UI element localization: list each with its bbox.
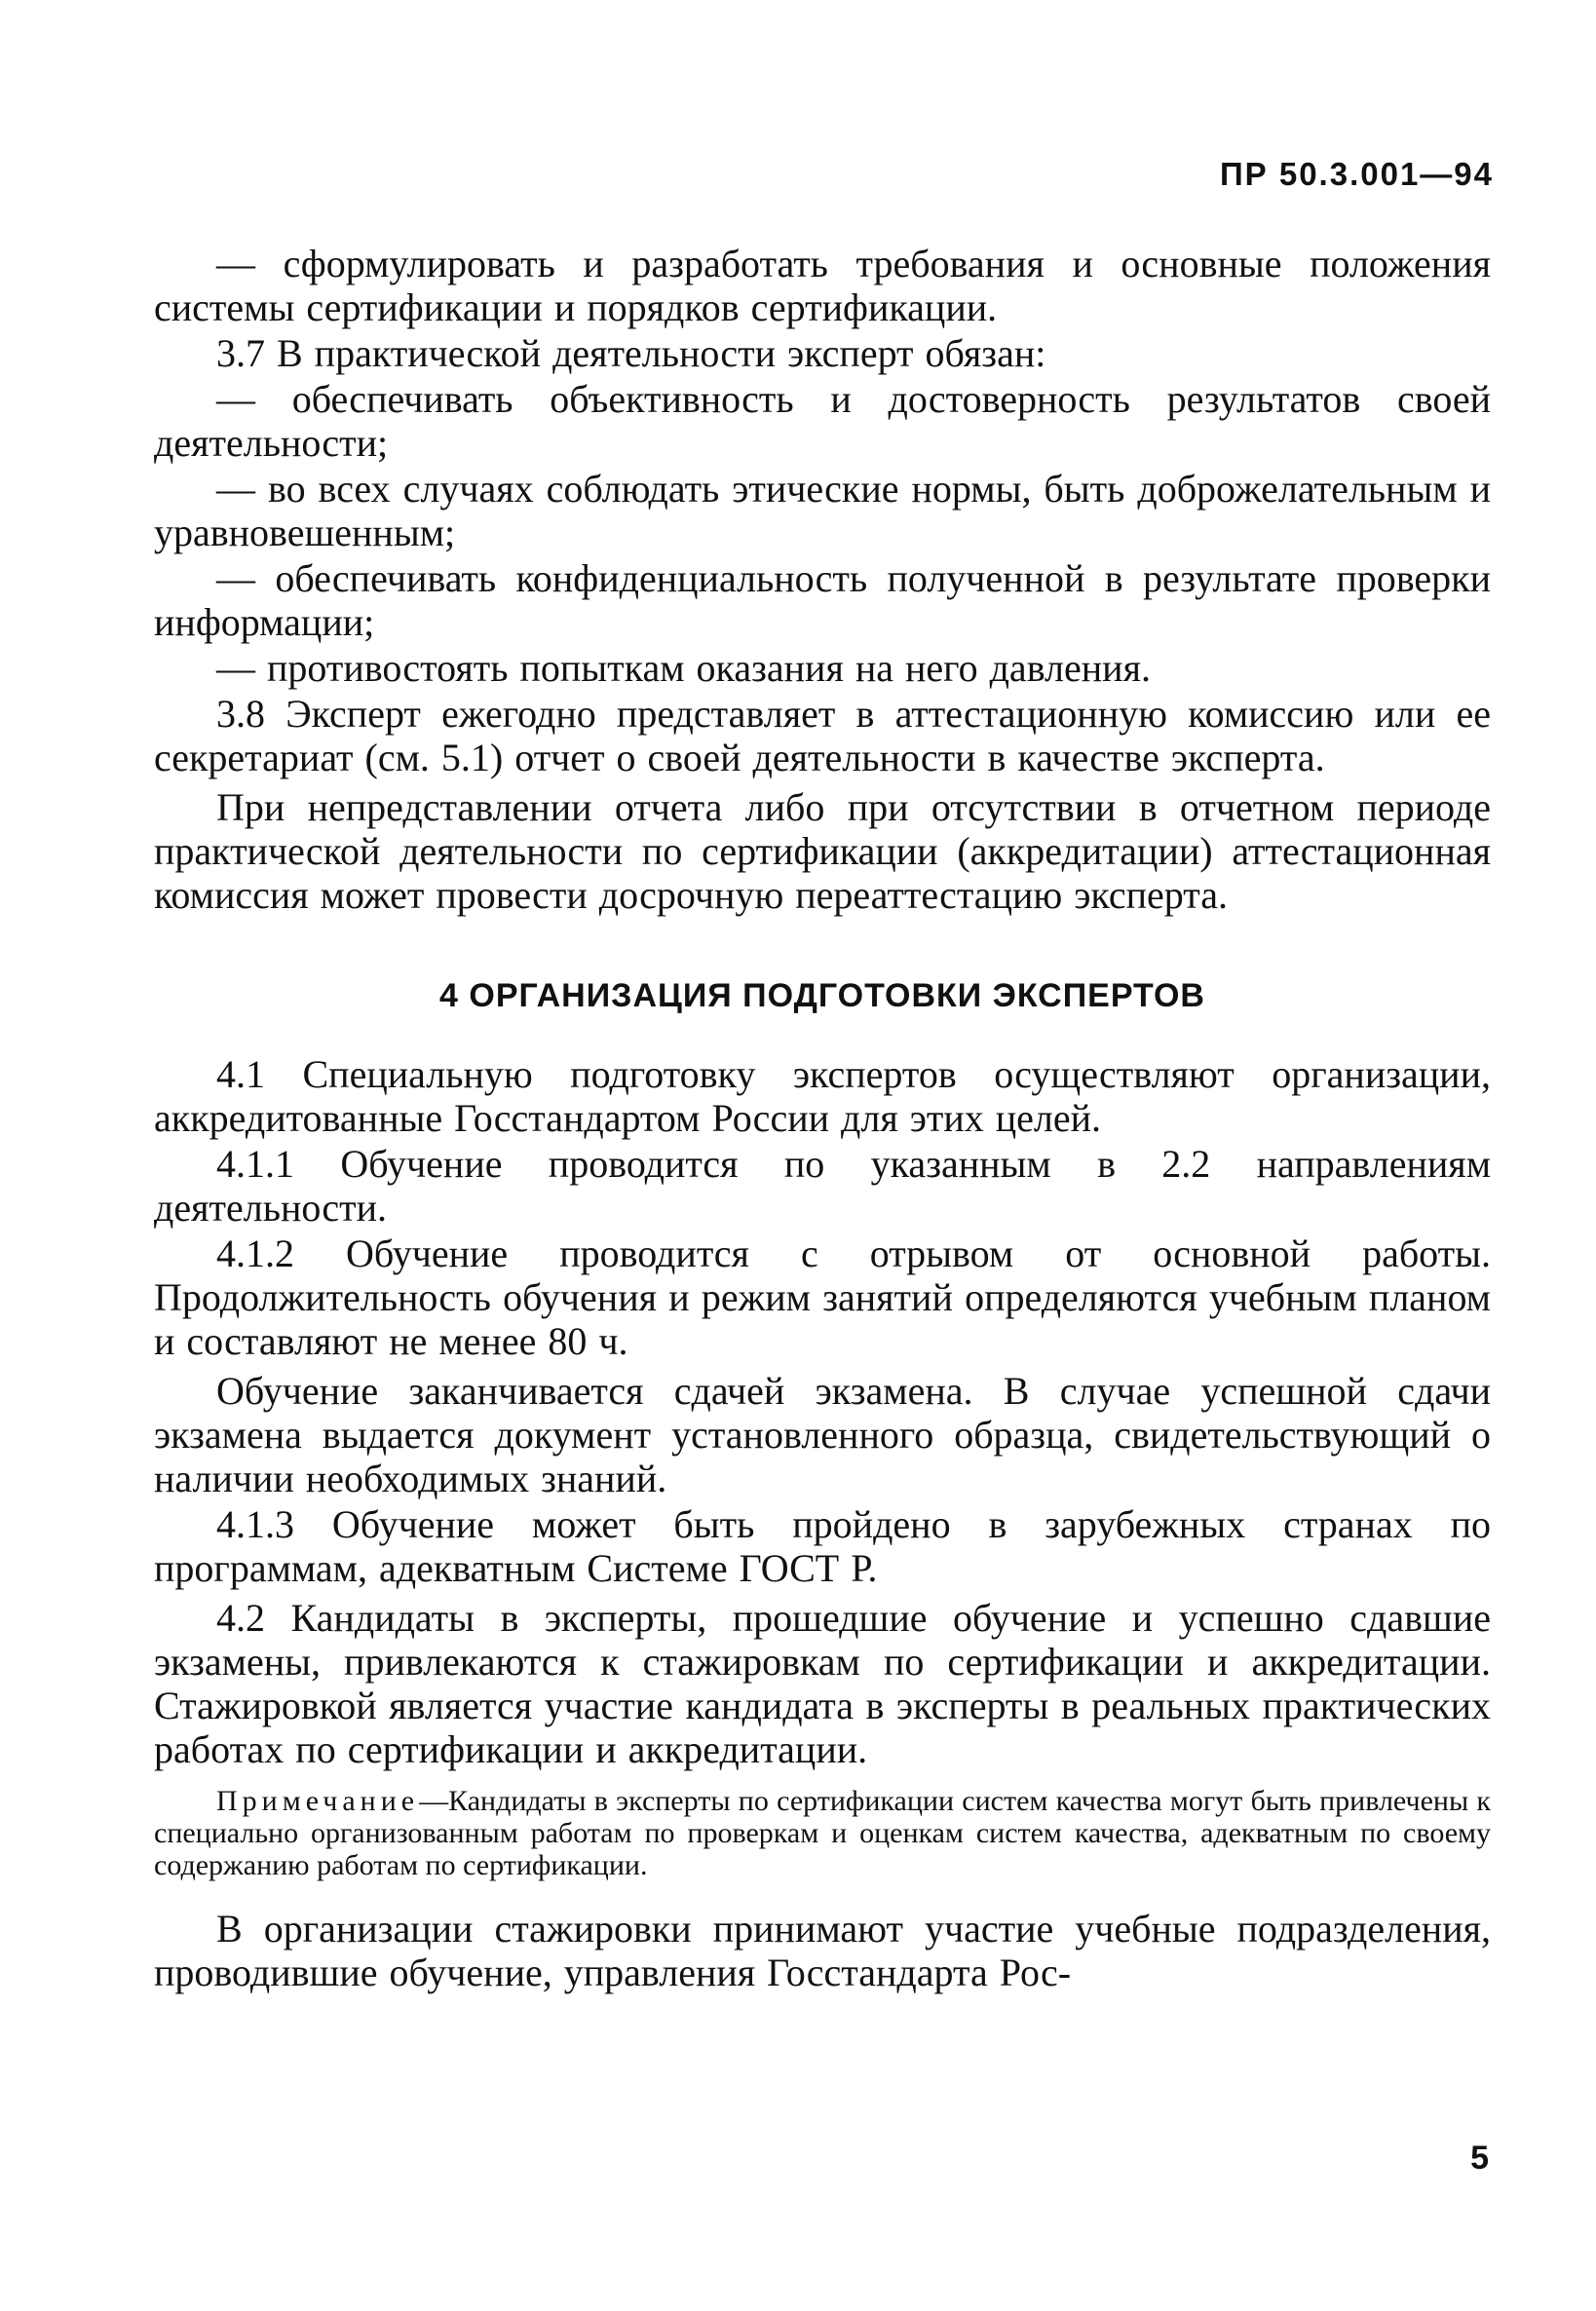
note bbox=[154, 1785, 1491, 1881]
paragraph-3-8: 3.8 Эксперт ежегодно представляет в аттестационную комиссию или ее секретариат (см. 5.1) отчет о своей деятельности в качестве эксперта. bbox=[154, 692, 1491, 779]
page-number: 5 bbox=[1470, 2140, 1489, 2177]
paragraph-4-2: 4.2 Кандидаты в эксперты, прошедшие обучение и успешно сдавшие экзамены, привлекаются к стажировкам по сертификации и аккредитации. Стажировкой является участие кандидата в эксперты в реальных практических работах по сертификации и аккредитации. bbox=[154, 1596, 1491, 1771]
paragraph-3-7: 3.7 В практической деятельности эксперт обязан: bbox=[216, 331, 1046, 375]
note-dash: — bbox=[419, 1785, 449, 1817]
section-heading: 4 ОРГАНИЗАЦИЯ ПОДГОТОВКИ ЭКСПЕРТОВ bbox=[439, 977, 1205, 1014]
paragraph-pressure: — противостоять попыткам оказания на него давления. bbox=[216, 646, 1151, 690]
note-text: Кандидаты в эксперты по сертификации систем качества могут быть привлечены к специально организованным работам по проверкам и оценкам систем качества, адекватным по своему содержанию работам по сертификации. bbox=[154, 1785, 1491, 1881]
paragraph-internship-organization: В организации стажировки принимают участие учебные подразделения, проводившие обучение, управления Госстандарта Рос- bbox=[154, 1907, 1491, 1994]
paragraph-requirements: — сформулировать и разработать требования и основные положения системы сертификации и порядков сертификации. bbox=[154, 242, 1491, 329]
paragraph-reattestation: При непредставлении отчета либо при отсутствии в отчетном периоде практической деятельности по сертификации (аккредитации) аттестационная комиссия может провести досрочную переаттестацию эксперта. bbox=[154, 785, 1491, 917]
page-body bbox=[154, 242, 1491, 1994]
paragraph-4-1-3: 4.1.3 Обучение может быть пройдено в зарубежных странах по программам, адекватным Системе ГОСТ Р. bbox=[154, 1502, 1491, 1590]
paragraph-confidentiality: — обеспечивать конфиденциальность полученной в результате проверки информации; bbox=[154, 556, 1491, 644]
paragraph-objectivity: — обеспечивать объективность и достоверность результатов своей деятельности; bbox=[154, 377, 1491, 465]
paragraph-4-1-1: 4.1.1 Обучение проводится по указанным в 2.2 направлениям деятельности. bbox=[154, 1142, 1491, 1230]
paragraph-exam: Обучение заканчивается сдачей экзамена. В случае успешной сдачи экзамена выдается документ установленного образца, свидетельствующий о наличии необходимых знаний. bbox=[154, 1369, 1491, 1500]
document-code-header: ПР 50.3.001—94 bbox=[1219, 156, 1494, 192]
paragraph-ethics: — во всех случаях соблюдать этические нормы, быть доброжелательным и уравновешенным; bbox=[154, 467, 1491, 554]
note-label: Примечание bbox=[216, 1785, 420, 1817]
paragraph-4-1: 4.1 Специальную подготовку экспертов осуществляют организации, аккредитованные Госстандартом России для этих целей. bbox=[154, 1052, 1491, 1140]
paragraph-4-1-2: 4.1.2 Обучение проводится с отрывом от основной работы. Продолжительность обучения и режим занятий определяются учебным планом и составляют не менее 80 ч. bbox=[154, 1231, 1491, 1363]
